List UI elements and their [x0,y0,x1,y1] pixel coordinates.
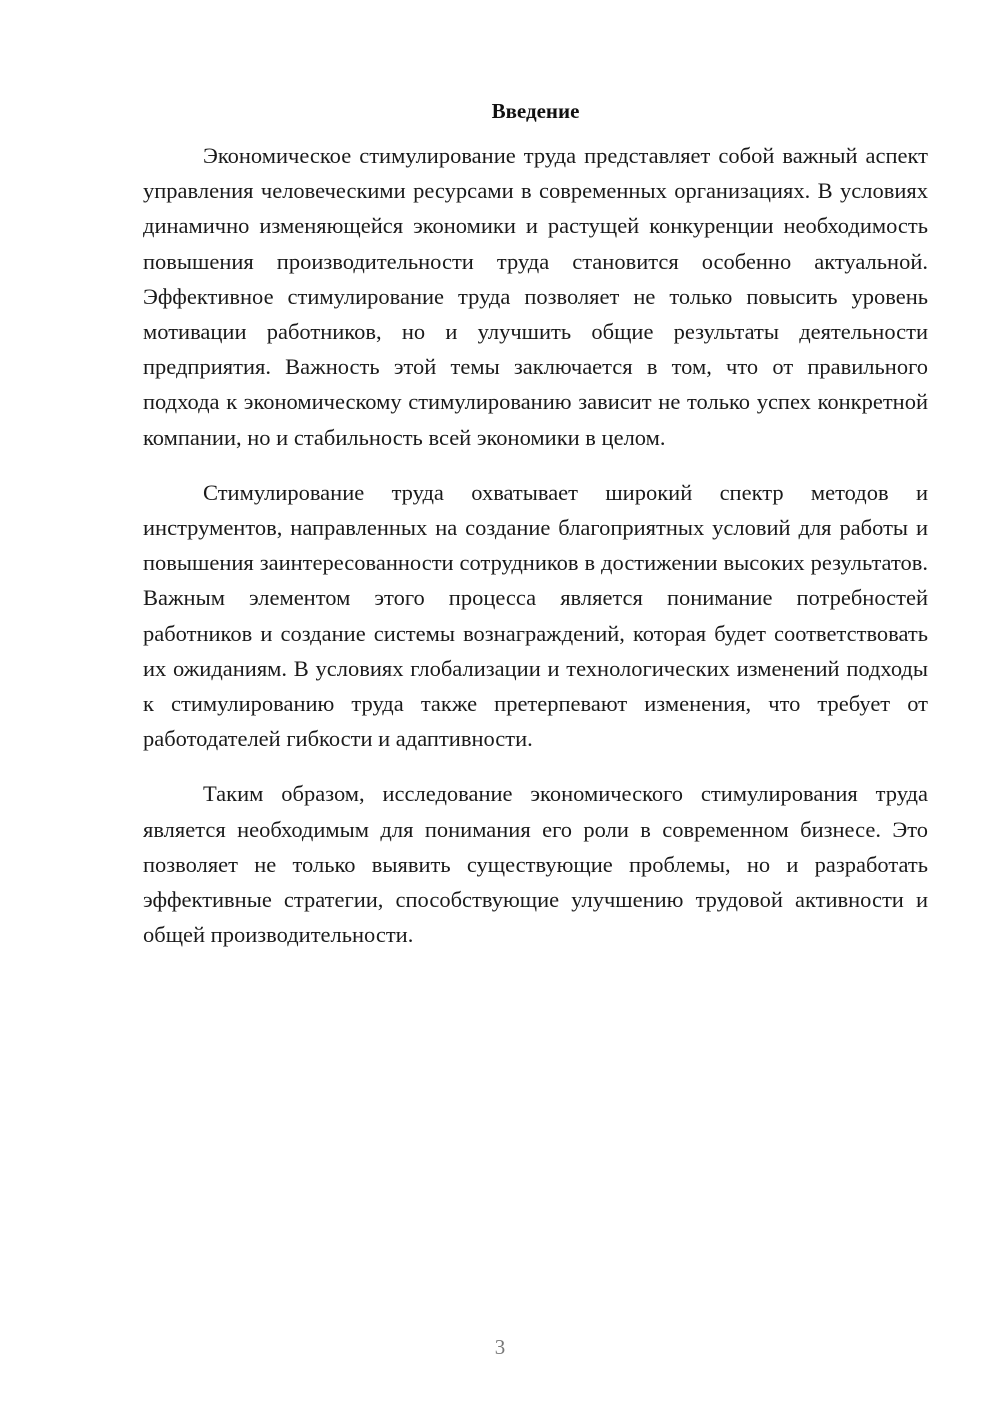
page-number: 3 [494,1335,506,1359]
paragraph-2: Стимулирование труда охватывает широкий спектр методов и инструментов, направленных на создание благоприятных условий для работы и повышения заинтересованности сотрудников в достижении высоких результатов. Важным элементом этого процесса является понимание потребностей работников и создание системы вознаграждений, которая будет соответствовать их ожиданиям. В условиях глобализации и технологических изменений подходы к стимулированию труда также претерпевают изменения, что требует от работодателей гибкости и адаптивности. [143,479,928,752]
paragraph-1: Экономическое стимулирование труда представляет собой важный аспект управления человеческими ресурсами в современных организациях. В условиях динамично изменяющейся экономики и растущей конкуренции необходимость повышения производительности труда становится особенно актуальной. Эффективное стимулирование труда позволяет не только повысить уровень мотивации работников, но и улучшить общие результаты деятельности предприятия. Важность этой темы заключается в том, что от правильного подхода к экономическому стимулированию зависит не только успех конкретной компании, но и стабильность всей экономики в целом. [143,143,928,450]
page-content [143,96,928,972]
paragraph-3: Таким образом, исследование экономического стимулирования труда является необходимым для понимания его роли в современном бизнесе. Это позволяет не только выявить существующие проблемы, но и разработать эффективные стратегии, способствующие улучшению трудовой активности и общей производительности. [143,781,928,948]
page-title: Введение [491,99,580,123]
